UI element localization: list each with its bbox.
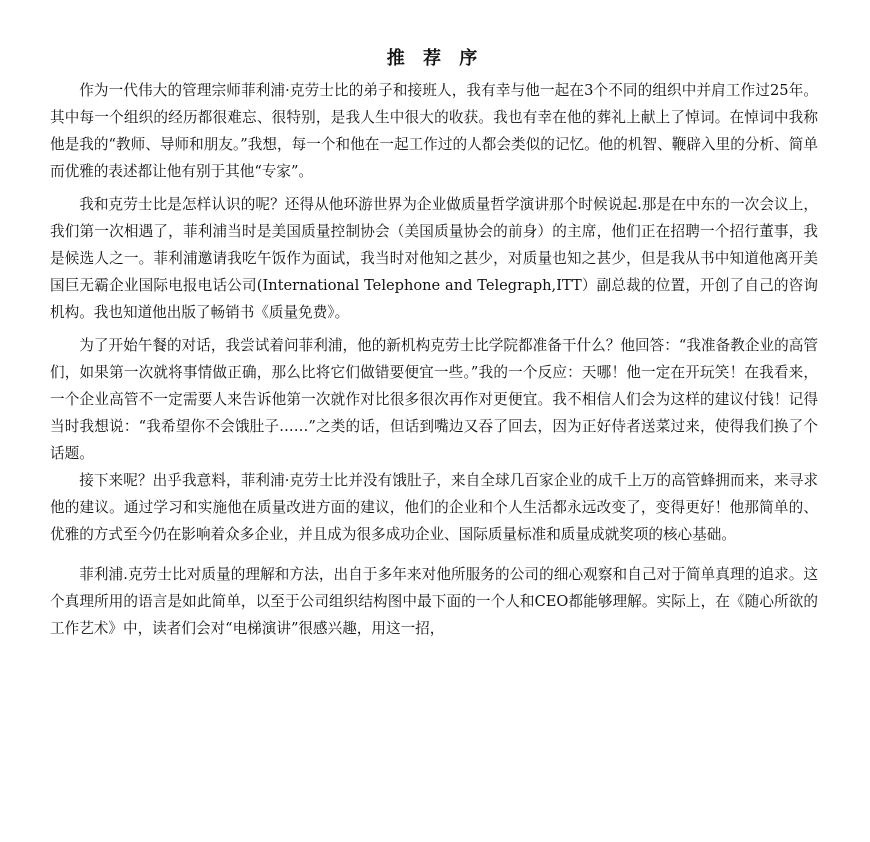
paragraph: 作为一代伟大的管理宗师菲利浦·克劳士比的弟子和接班人，我有幸与他一起在3个不同的组织中并肩工作过25年。其中每一个组织的经历都很难忘、很特别，是我人生中很大的收获。我也有幸在他的葬礼上献上了悼词。在悼词中我称他是我的“教师、导师和朋友。”我想，每一个和他在一起工作过的人都会类似的记忆。他的机智、鞭辟入里的分析、简单而优雅的表述都让他有别于其他“专家”。 (50, 82, 818, 180)
paragraph: 为了开始午餐的对话，我尝试着问菲利浦，他的新机构克劳士比学院都准备干什么？他回答：“我准备教企业的高管们，如果第一次就将事情做正确，那么比将它们做错要便宜一些。”我的一个反应：天哪！他一定在开玩笑！在我看来，一个企业高管不一定需要人来告诉他第一次就作对比很多很次再作对更便宜。我不相信人们会为这样的建议付钱！记得当时我想说：“我希望你不会饿肚子……”之类的话，但话到嘴边又吞了回去，因为正好侍者送菜过来，使得我们换了个话题。 (50, 337, 818, 462)
paragraph: 我和克劳士比是怎样认识的呢？还得从他环游世界为企业做质量哲学演讲那个时候说起.那是在中东的一次会议上，我们第一次相遇了，菲利浦当时是美国质量控制协会（美国质量协会的前身）的主席，他们正在招聘一个招行董事，我是候选人之一。菲利浦邀请我吃午饭作为面试，我当时对他知之甚少，对质量也知之甚少，但是我从书中知道他离开美国巨无霸企业国际电报电话公司(International Telephone and Telegraph,ITT）副总裁的位置，开创了自己的咨询机构。我也知道他出版了畅销书《质量免费》。 (50, 196, 818, 321)
paragraph: 菲利浦.克劳士比对质量的理解和方法，出自于多年来对他所服务的公司的细心观察和自己对于简单真理的追求。这个真理所用的语言是如此简单，以至于公司组织结构图中最下面的一个人和CEO都能够理解。实际上，在《随心所欲的工作艺术》中，读者们会对“电梯演讲”很感兴趣，用这一招， (50, 566, 818, 637)
document-body (50, 77, 818, 642)
paragraph: 接下来呢？出乎我意料，菲利浦·克劳士比并没有饿肚子，来自全球几百家企业的成千上万的高管蜂拥而来，来寻求他的建议。通过学习和实施他在质量改进方面的建议，他们的企业和个人生活都永远改变了，变得更好！他那简单的、优雅的方式至今仍在影响着众多企业，并且成为很多成功企业、国际质量标准和质量成就奖项的核心基础。 (50, 472, 818, 543)
page-title: 推 荐 序 (386, 48, 484, 69)
